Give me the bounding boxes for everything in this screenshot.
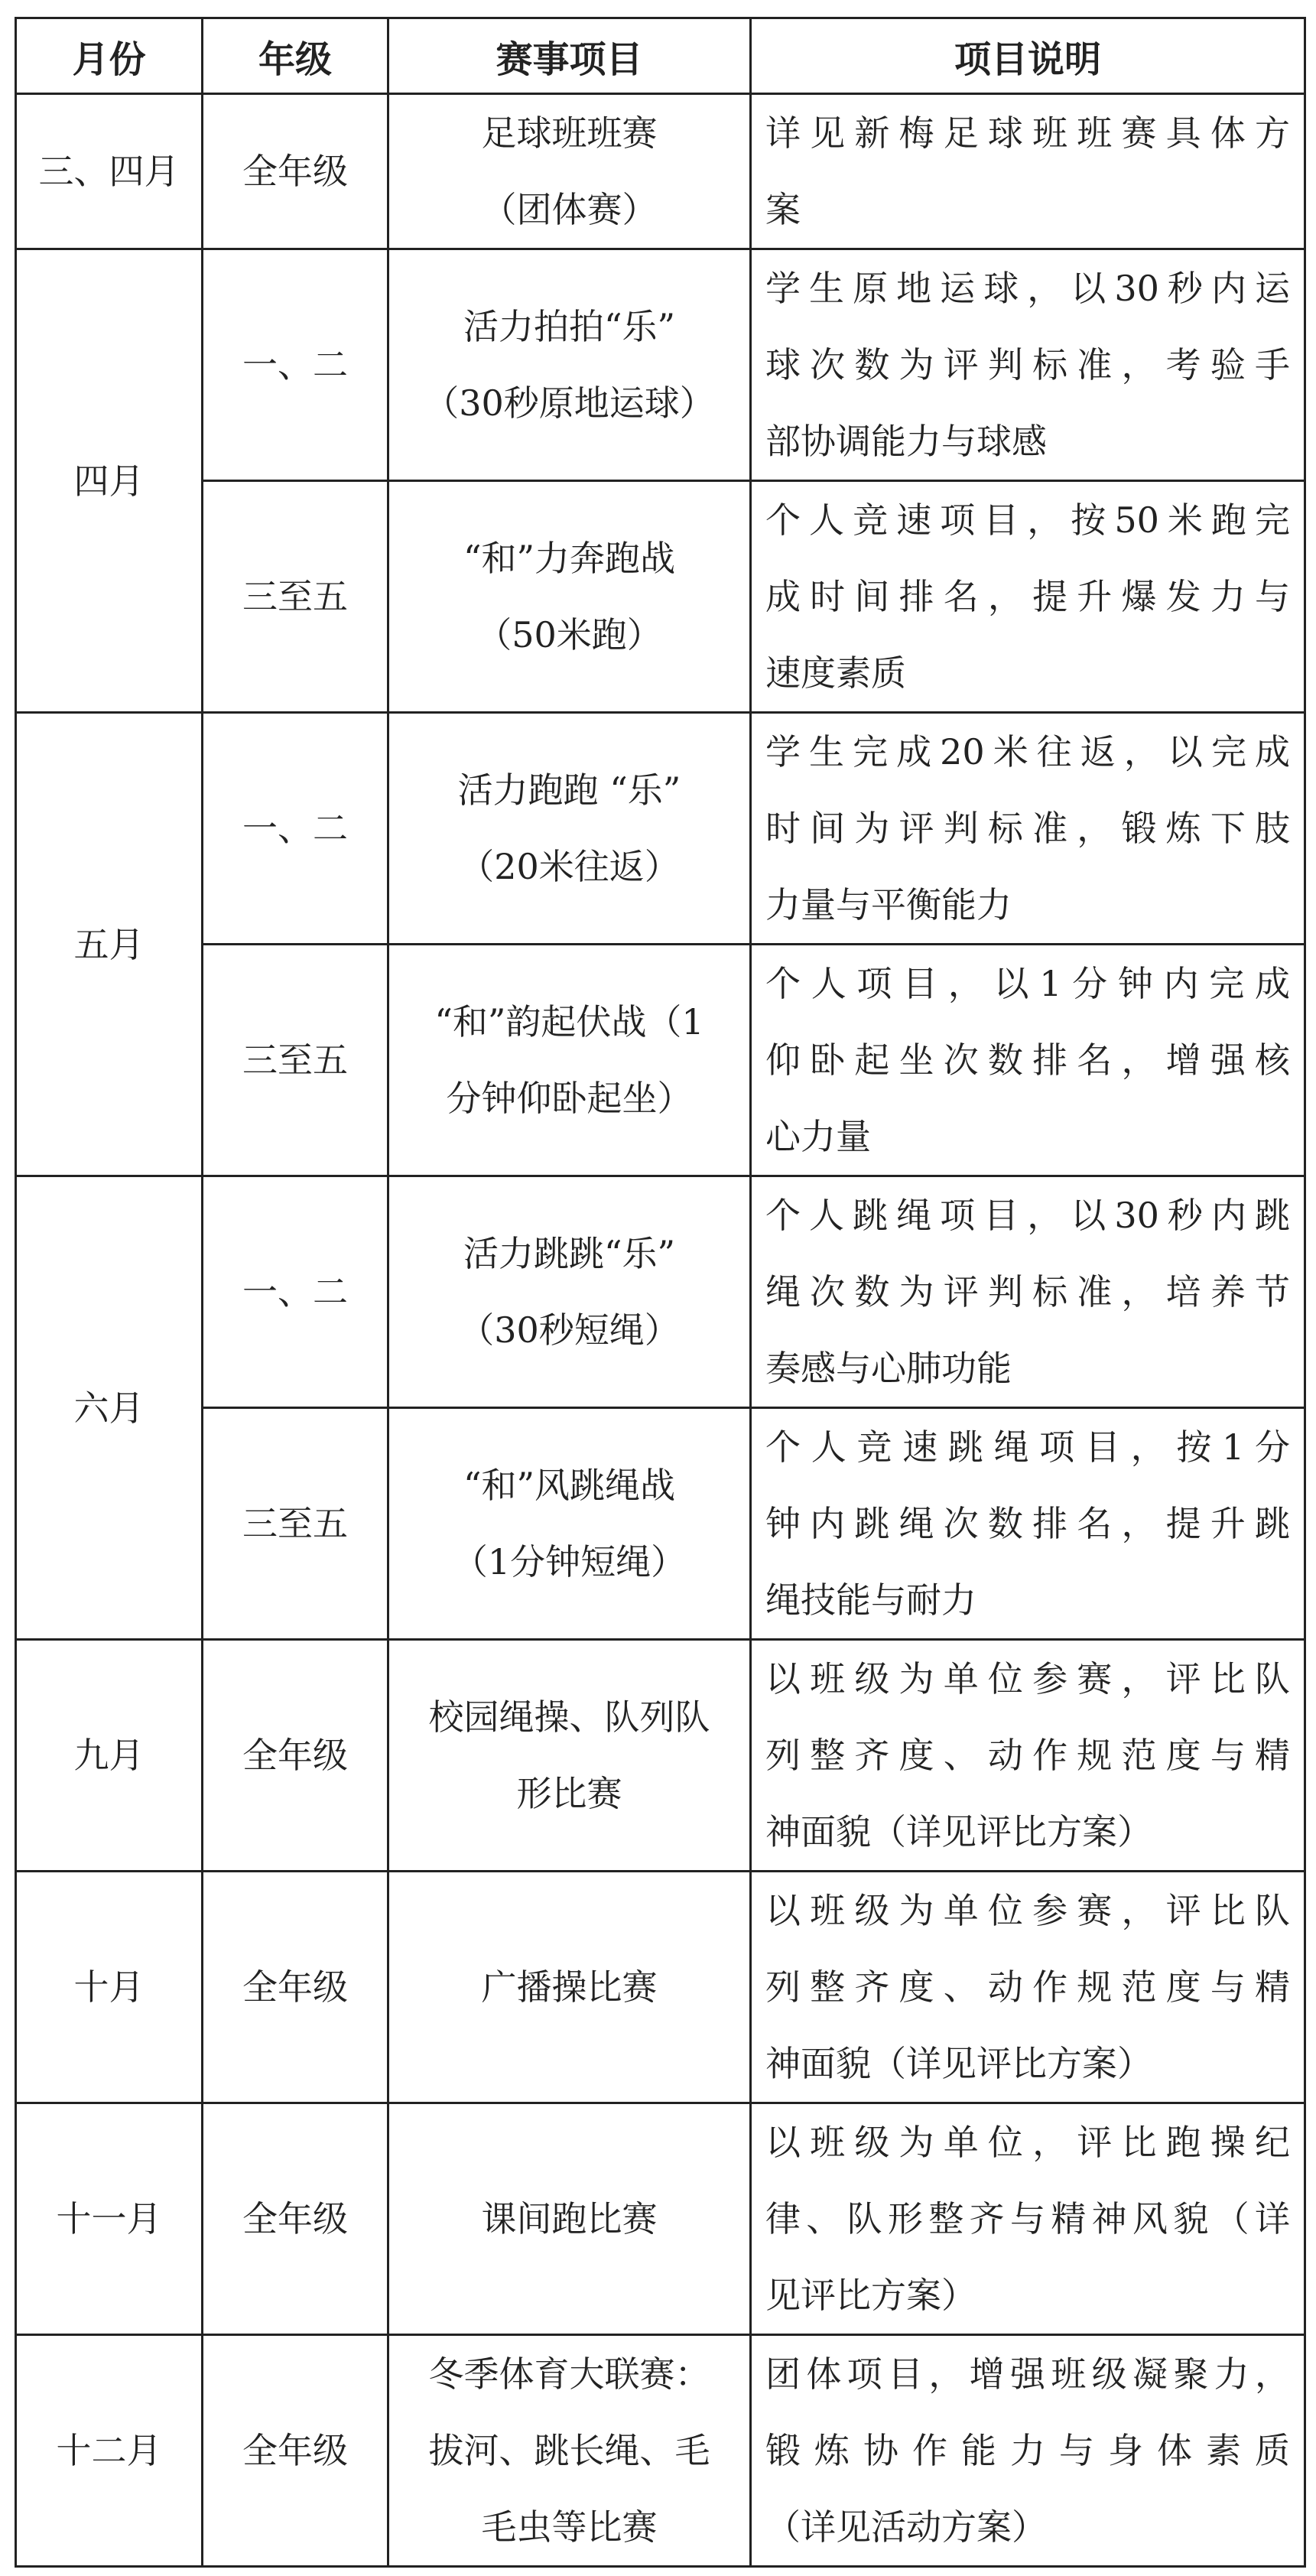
description-line: 球次数为评判标准，考验手 — [765, 344, 1290, 385]
grade-cell: 全年级 — [203, 2335, 388, 2567]
event-line: 冬季体育大联赛： — [428, 2353, 710, 2395]
grade-cell: 全年级 — [203, 2103, 388, 2335]
table-body — [16, 94, 1305, 2567]
description-line: 见评比方案） — [765, 2275, 976, 2316]
description-line: 时间为评判标准，锻炼下肢 — [765, 808, 1290, 849]
description-cell — [751, 1408, 1305, 1640]
description-cell — [751, 1872, 1305, 2103]
grade-cell: 一、二 — [203, 1176, 388, 1408]
description-line: 绳技能与耐力 — [765, 1579, 976, 1621]
description-cell — [751, 1176, 1305, 1408]
description-cell — [751, 713, 1305, 945]
description-line: 力量与平衡能力 — [765, 884, 1012, 925]
description-cell — [751, 1640, 1305, 1872]
description-line: 以班级为单位参赛，评比队 — [765, 1658, 1290, 1699]
description-line: 详见新梅足球班班赛具体方 — [765, 112, 1290, 154]
description-line: 心力量 — [765, 1116, 871, 1157]
description-line: 成时间排名，提升爆发力与 — [765, 576, 1290, 617]
description-line: 仰卧起坐次数排名，增强核 — [765, 1039, 1290, 1081]
description-cell — [751, 2335, 1305, 2567]
table-row — [16, 1176, 1305, 1408]
description-line: 锻炼协作能力与身体素质 — [765, 2430, 1290, 2471]
table-row — [16, 2335, 1305, 2567]
event-cell — [388, 713, 751, 945]
table-row — [16, 945, 1305, 1176]
grade-cell: 三至五 — [203, 1408, 388, 1640]
month-cell: 五月 — [16, 713, 203, 1176]
sports-event-schedule-table — [15, 17, 1306, 2568]
description-line: 奏感与心肺功能 — [765, 1348, 1012, 1389]
event-line: 校园绳操、队列队 — [428, 1696, 710, 1738]
grade-cell: 一、二 — [203, 249, 388, 481]
header-month: 月份 — [16, 18, 203, 94]
month-cell: 九月 — [16, 1640, 203, 1872]
description-line: 以班级为单位，评比跑操纪 — [765, 2122, 1290, 2163]
grade-cell: 一、二 — [203, 713, 388, 945]
month-cell: 四月 — [16, 249, 203, 713]
description-line: 案 — [765, 189, 801, 230]
event-line: 广播操比赛 — [481, 1966, 658, 2008]
event-line: 毛虫等比赛 — [481, 2506, 658, 2548]
header-grade: 年级 — [203, 18, 388, 94]
description-line: 部协调能力与球感 — [765, 421, 1047, 462]
event-cell — [388, 2103, 751, 2335]
grade-cell: 全年级 — [203, 94, 388, 249]
event-cell — [388, 1872, 751, 2103]
description-line: 个人项目，以1分钟内完成 — [765, 963, 1290, 1004]
header-event: 赛事项目 — [388, 18, 751, 94]
description-line: 列整齐度、动作规范度与精 — [765, 1966, 1290, 2008]
event-line: 活力跳跳“乐” — [463, 1233, 676, 1274]
table-row — [16, 2103, 1305, 2335]
grade-cell: 三至五 — [203, 945, 388, 1176]
description-cell — [751, 481, 1305, 713]
header-description: 项目说明 — [751, 18, 1305, 94]
event-line: “和”风跳绳战 — [463, 1465, 676, 1506]
event-line: 拔河、跳长绳、毛 — [428, 2430, 710, 2471]
event-cell — [388, 2335, 751, 2567]
table-row — [16, 249, 1305, 481]
table-row — [16, 1640, 1305, 1872]
description-line: 绳次数为评判标准，培养节 — [765, 1271, 1290, 1312]
event-line: （30秒原地运球） — [424, 382, 715, 424]
description-line: 个人竞速跳绳项目，按1分 — [765, 1426, 1290, 1468]
event-line: “和”力奔跑战 — [463, 538, 676, 579]
event-cell — [388, 249, 751, 481]
month-cell: 十二月 — [16, 2335, 203, 2567]
event-line: 活力跑跑 “乐” — [457, 769, 681, 811]
grade-cell: 三至五 — [203, 481, 388, 713]
event-cell — [388, 1640, 751, 1872]
event-line: （30秒短绳） — [459, 1309, 680, 1351]
event-line: 分钟仰卧起坐） — [446, 1078, 693, 1119]
description-line: 钟内跳绳次数排名，提升跳 — [765, 1503, 1290, 1544]
description-line: 律、队形整齐与精神风貌（详 — [765, 2198, 1290, 2239]
month-cell: 十月 — [16, 1872, 203, 2103]
month-cell: 三、四月 — [16, 94, 203, 249]
description-line: 神面貌（详见评比方案） — [765, 2043, 1152, 2084]
event-line: （50米跑） — [476, 614, 662, 655]
event-line: 活力拍拍“乐” — [463, 306, 676, 347]
event-line: 形比赛 — [516, 1773, 622, 1814]
event-cell — [388, 1408, 751, 1640]
table-row — [16, 1872, 1305, 2103]
event-line: 足球班班赛 — [481, 112, 658, 154]
event-line: （1分钟短绳） — [452, 1541, 687, 1582]
description-line: 学生原地运球，以30秒内运 — [765, 268, 1290, 309]
event-cell — [388, 94, 751, 249]
event-line: （20米往返） — [459, 846, 680, 887]
description-line: 列整齐度、动作规范度与精 — [765, 1735, 1290, 1776]
table-row — [16, 481, 1305, 713]
table-row — [16, 1408, 1305, 1640]
description-line: 学生完成20米往返，以完成 — [765, 731, 1290, 772]
description-cell — [751, 94, 1305, 249]
table-row — [16, 713, 1305, 945]
event-line: （团体赛） — [481, 189, 658, 230]
description-line: 个人竞速项目，按50米跑完 — [765, 499, 1290, 541]
description-cell — [751, 945, 1305, 1176]
event-cell — [388, 481, 751, 713]
description-line: （详见活动方案） — [765, 2506, 1047, 2548]
description-line: 速度素质 — [765, 652, 906, 694]
grade-cell: 全年级 — [203, 1872, 388, 2103]
description-cell — [751, 249, 1305, 481]
description-line: 个人跳绳项目，以30秒内跳 — [765, 1195, 1290, 1236]
table-header-row — [16, 18, 1305, 94]
event-cell — [388, 945, 751, 1176]
event-cell — [388, 1176, 751, 1408]
event-line: 课间跑比赛 — [481, 2198, 658, 2239]
grade-cell: 全年级 — [203, 1640, 388, 1872]
event-line: “和”韵起伏战（1 — [434, 1001, 704, 1042]
description-cell — [751, 2103, 1305, 2335]
description-line: 神面貌（详见评比方案） — [765, 1811, 1152, 1852]
month-cell: 六月 — [16, 1176, 203, 1640]
month-cell: 十一月 — [16, 2103, 203, 2335]
description-line: 以班级为单位参赛，评比队 — [765, 1890, 1290, 1931]
table-row — [16, 94, 1305, 249]
description-line: 团体项目，增强班级凝聚力， — [765, 2353, 1290, 2395]
